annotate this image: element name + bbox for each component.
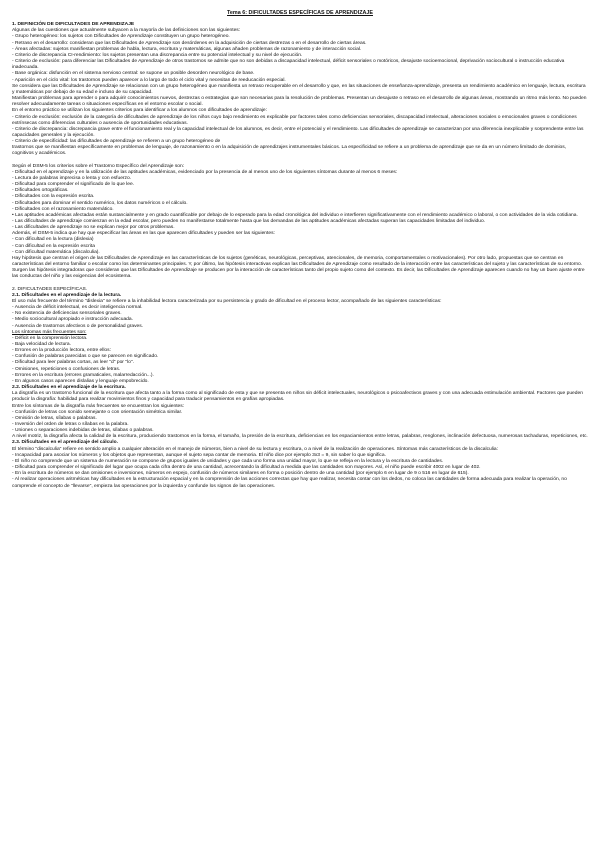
paragraph: La disgrafía es un trastorno funcional de la escritura que afecta tanto a la forma como al significado de esta y que se presenta en niños sin déficit intelectuales, neurológicos o psicoafectivos graves y con una adecuada estimulación ambiental. Factores que pueden producir la disgrafía: habilidad para realizar movimientos finos y capacidad para traducir pensamientos en grafías apropiadas. (12, 391, 583, 403)
paragraph: - Al realizar operaciones aritméticas hay dificultades en la estructuración espacial y en la comprensión de las acciones correctas que hay que realizar, necesita contar con los dedos, no coloca las cantidades de forma adecuada para realizar la operación, no comprende el concepto de "llevarse", empieza las operaciones por la izquierda y confunde los signos de las operaciones. (12, 477, 567, 489)
paragraph: - Confusión de palabras parecidas o que se parecen en significado. (12, 354, 159, 360)
paragraph: - Baja velocidad de lectura. (12, 341, 71, 347)
paragraph: • Las aptitudes académicas afectadas están sustancialmente y en grado cuantificable por debajo de lo esperado para la edad cronológica del individuo e interfieren significativamente con el rendimiento académico o laboral, o con actividades de la vida cotidiana. (12, 212, 578, 218)
paragraph: - Inversión del orden de letras o sílabas en la palabra. (12, 422, 129, 427)
paragraph: Algunas de las cuestiones que actualmente subyacen a la mayoría de las definiciones son las siguientes: (12, 28, 241, 34)
paragraph: - El niño no comprende que un sistema de numeración se compone de grupos iguales de unidades y que cada uno forma una unidad mayor, lo que se refleja en la lectura y la escritura de cantidades. (12, 458, 444, 464)
paragraph: - Con dificultad en la lectura (dislexia) (12, 237, 94, 243)
paragraph: - Criterio de especificidad: las dificultades de aprendizaje se refieren a un grupo heterogéneo de (12, 139, 221, 145)
paragraph: - Dificultad para comprender el significado de lo que lee. (12, 182, 135, 188)
paragraph: Además, el DSM-5 indica que hay que especificar las áreas en las que aparecen dificultades y pueden ser las siguientes: (12, 231, 275, 237)
paragraph: - Áreas afectadas: sujetos manifiestan problemas de habla, lectura, escritura y matemáticas, algunas añaden problemas de razonamiento y de interacción social. (12, 46, 362, 52)
paragraph: - Déficit en la comprensión lectora. (12, 335, 88, 341)
paragraph: - Confusión de letras con sonido semejante o con orientación simétrica similar. (12, 409, 183, 415)
paragraph: 2.1. Dificultades en el aprendizaje de la lectura. (12, 292, 122, 298)
paragraph: trastornos que se manifiestan específicamente en problemas de lenguaje, de razonamiento o en la adquisición de aprendizajes instrumentales básicos. La especificidad se refiere a un problema de aprendizaje que se da en un número limitado de dominios, cognitivos y académicos. (12, 145, 567, 157)
paragraph: - Aparición en el ciclo vital: los trastornos pueden aparecer a lo largo de todo el ciclo vital y necesitan de reeducación especial. (12, 77, 286, 83)
paragraph: - Dificultades con la expresión escrita. (12, 194, 95, 200)
paragraph: - Medio sociocultural apropiado e instrucción adecuada. (12, 317, 133, 323)
paragraph: - Criterio de discrepancia CI-rendimiento: los sujetos presentan una discrepancia entre su potencial intelectual y su nivel de ejecución. (12, 52, 303, 58)
paragraph: - Uniones o separaciones indebidas de letras, sílabas o palabras. (12, 428, 154, 434)
paragraph: - Base orgánica: disfunción en el sistema nervioso central: se supone un posible desorden neurológico de base. (12, 71, 255, 77)
paragraph: - Incapacidad para asociar los números y los objetos que representan, aunque el sujeto sepa contar de memoria. El niño dice por ejemplo 3x3 = 9, sin saber lo que significa. (12, 452, 386, 458)
paragraph: - Criterio de exclusión: exclusión de la categoría de dificultades de aprendizaje de los niños cuyo bajo rendimiento es explicable por factores tales como deficiencias sensoriales, discapacidad intelectual, alteraciones sociales o emocionales graves o condiciones extrínsecas como diferencias culturales o ausencia de oportunidades educativas. (12, 114, 577, 126)
paragraph: - Omisión de letras, sílabas o palabras. (12, 415, 97, 421)
paragraph: - Dificultades con el razonamiento matemático. (12, 206, 114, 212)
paragraph: - Dificultad para comprender el significado del lugar que ocupa cada cifra dentro de una cantidad, acrecentando la dificultad a medida que las cantidades son mayores. Así, el niño puede escribir 4002 en lugar de 402. (12, 465, 481, 471)
paragraph: - Grupo heterogéneo: los sujetos con Dificultades de Aprendizaje constituyen un grupo heterogéneo. (12, 34, 230, 40)
paragraph: - Errores en la escritura (errores gramaticales, malarredacción...). (12, 372, 154, 378)
paragraph: - No existencia de deficiencias sensoriales graves. (12, 311, 122, 317)
paragraph: - En la escritura de números se dan omisiones e inversiones, números en espejo, confusión de números similares en forma o posición dentro de una cantidad (por ejemplo 6 en lugar de 9 o 516 en lugar de 615). (12, 471, 469, 477)
paragraph: - Dificultades ortográficas. (12, 188, 69, 194)
paragraph: Hay hipótesis que centran el origen de las Dificultades de Aprendizaje en las características de los sujetos (genéticas, neurológicas, perceptivas, atencionales, de memoria, comportamentales o motivacionales). Por otro lado, propuestas que se centran en características del entorno familiar o escolar como los determinantes principales. Y, por último, las hipótesis interactivas explican las Dificultades de Aprendizaje como resultado de la interacción entre las características del sujeto y las características de su entorno. (12, 255, 583, 268)
paragraph: - Ausencia de trastornos afectivos o de personalidad graves. (12, 323, 144, 329)
paragraph: - Dificultad en el aprendizaje y en la utilización de las aptitudes académicas, evidenciado por la presencia de al menos uno de los siguientes síntomas durante al menos 6 meses: (12, 169, 398, 175)
paragraph: En el entorno práctico se utilizan los siguientes criterios para identificar a los alumnos con dificultades de aprendizaje: (12, 108, 267, 114)
paragraph: - Con dificultad en la expresión escrita (12, 243, 95, 249)
paragraph: 2. DIFICULTADES ESPECÍFICAS. (12, 286, 88, 292)
paragraph: A nivel motriz, la disgrafía afecta la calidad de la escritura, produciendo trastornos en la forma, el tamaño, la presión de la escritura, deficiencias en los espaciamientos entre letras, palabras, renglones, inclinación defectuosa, numerosas tachaduras, repeticiones, etc. (12, 434, 588, 440)
paragraph: El término "discalculia" refiere en sentido amplio a cualquier alteración en el manejo de números, bien a nivel de su lectura y escritura, o a nivel de la realización de operaciones. Síntomas más característicos de la discalculia: (12, 446, 498, 452)
paragraph: Según el DSM-5 los criterios sobre el Trastorno Específico del Aprendizaje son: (12, 163, 185, 169)
paragraph: Surgen las hipótesis integradoras que consideran que las Dificultades de Aprendizaje se producen por la interacción de características tanto del propio sujeto como del contexto. Es decir, las Dificultades de Aprendizaje aparecen cuando no hay un buen ajuste entre las conductas del niño y las exigencias del ecosistema. (12, 268, 585, 280)
paragraph: Entre los síntomas de la disgrafía más frecuentes se encuentran los siguientes: (12, 403, 185, 409)
paragraph: - Retraso en el desarrollo: consideran que las Dificultades de Aprendizaje son desórdenes en la adquisición de ciertas destrezas o en el desarrollo de ciertas áreas. (12, 40, 367, 46)
paragraph: - Omisiones, repeticiones o confusiones de letras. (12, 366, 121, 372)
paragraph: Se considera que las Dificultades de Aprendizaje se relacionan con un grupo heterogéneo que manifiesta un retraso recuperable en el desarrollo y que, en las situaciones de enseñanza-aprendizaje, presenta un rendimiento académico en lenguaje, lectura, escritura y matemáticas por debajo de su edad e incluso de su capacidad. (12, 83, 586, 95)
paragraph: Manifiestan problemas para aprender o para adquirir conocimientos nuevos, destrezas o estrategias que son necesarias para la resolución de problemas. Presentan un desajuste o retraso en el desarrollo de algunas áreas, mostrando un ritmo más lento. No pueden resolver adecuadamente tareas o situaciones específicas en el entorno escolar o social. (12, 96, 587, 108)
paragraph: - Errores en la producción lectora, entre ellos: (12, 348, 111, 354)
paragraph: - Las dificultades de aprendizaje no se explican mejor por otros problemas. (12, 225, 175, 231)
document-body (12, 22, 588, 490)
paragraph: - Las dificultades de aprendizaje comienzan en la edad escolar, pero pueden no manifestarse totalmente hasta que las demandas de las aptitudes académicas afectadas superan las capacidades limitadas del individuo. (12, 219, 486, 224)
paragraph: - Con dificultad matemática (discalculia). (12, 249, 100, 255)
paragraph: El uso más frecuente del término "dislexia" se refiere a la inhabilidad lectora caracterizada por su persistencia y grado de dificultad en el proceso lector, acompañado de las siguientes características: (12, 298, 442, 304)
document-title: Tema 6: DIFICULTADES ESPECÍFICAS DE APRENDIZAJE (227, 10, 373, 16)
paragraph: - Dificultades para dominar el sentido numérico, los datos numéricos o el cálculo. (12, 200, 188, 206)
paragraph: - En algunos casos aparecen dislalias y lenguaje empobrecido. (12, 378, 149, 384)
paragraph: - Ausencia de déficit intelectual, es decir inteligencia normal. (12, 305, 143, 311)
paragraph: - Dificultad para leer palabras cortas, as leer "d" por "lo". (12, 360, 134, 366)
paragraph: - Criterio de exclusión: para diferenciar las Dificultades de Aprendizaje de otros trastornos se admite que no son debidas a discapacidad intelectual, déficit sensoriales o motóricos, desajuste socioemocional, deprivación sociocultural o instrucción educativa inadecuada. (12, 59, 565, 71)
paragraph: 2.2. Dificultades en el aprendizaje de la escritura. (12, 385, 126, 391)
paragraph: - Criterio de discrepancia: discrepancia grave entre el funcionamiento real y la capacidad intelectual de los alumnos, es decir, entre el potencial y el rendimiento. Las dificultades de aprendizaje se caracterizan por una diferencia inexplicable y sorprendente entre las capacidades generales y la ejecución. (12, 126, 584, 138)
paragraph: - Lectura de palabras imprecisa o lenta y con esfuerzo. (12, 175, 132, 181)
paragraph: 1. DEFINICIÓN DE DIFICULTADES DE APRENDIZAJE (12, 22, 135, 28)
paragraph: 2.3. Dificultades en el aprendizaje del cálculo. (12, 440, 119, 446)
paragraph: Los síntomas más frecuentes son: (12, 329, 87, 335)
